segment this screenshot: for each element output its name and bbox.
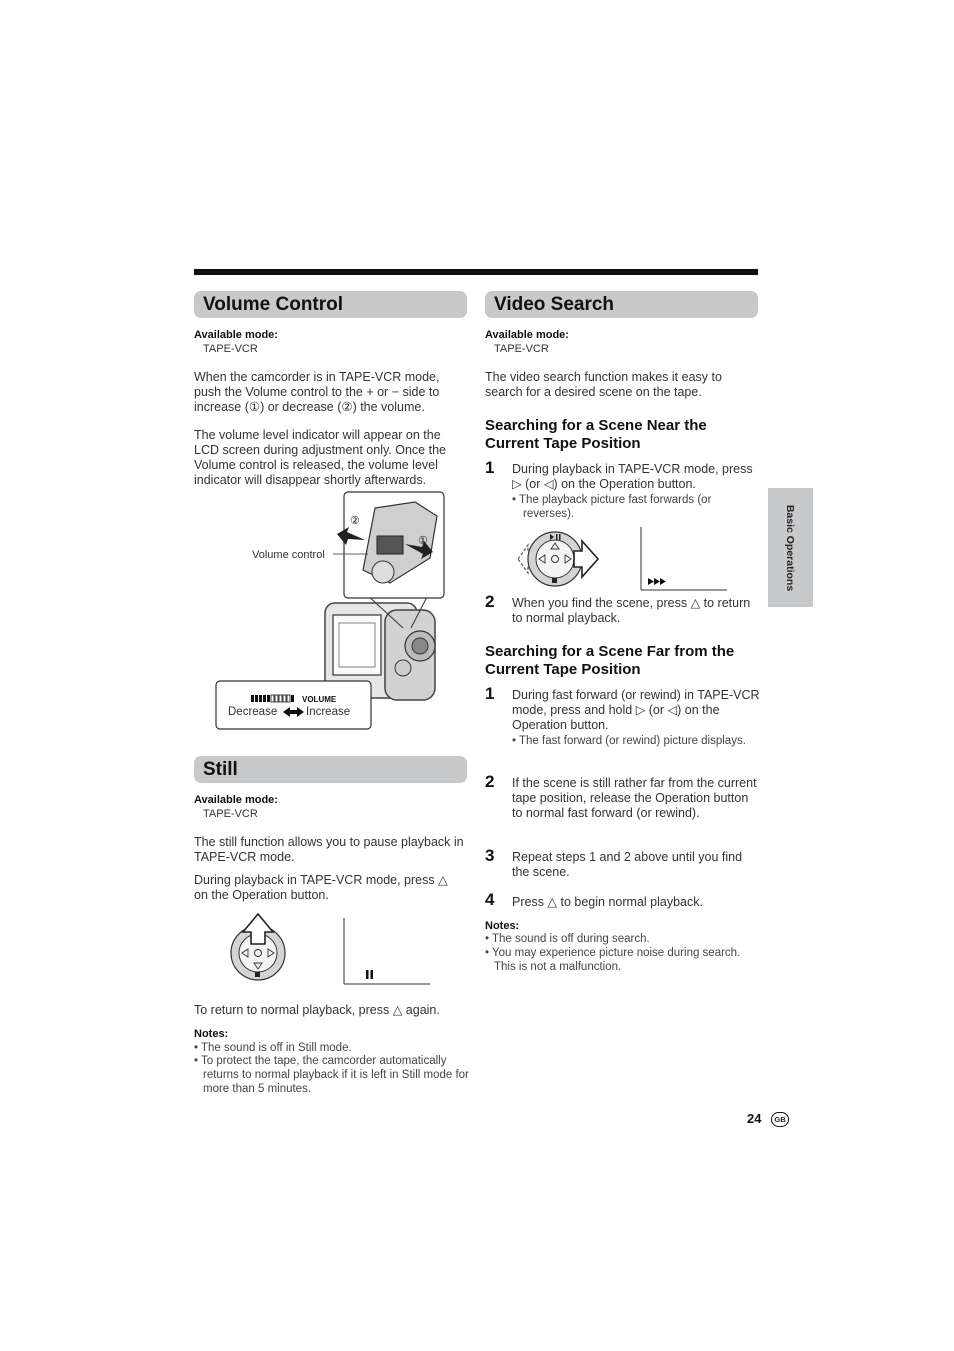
fast-forward-icon: [648, 578, 654, 585]
still-heading: Still: [194, 756, 467, 783]
volume-increase-mark: ①: [418, 535, 428, 547]
still-mode-value: TAPE-VCR: [203, 808, 258, 820]
volume-control-figure: [215, 488, 465, 733]
volume-mode-value: TAPE-VCR: [203, 343, 258, 355]
region-badge: GB: [771, 1112, 789, 1127]
volume-paragraph-1: When the camcorder is in TAPE-VCR mode, push the Volume control to the + or − side to increase (①) or decrease (②) the volume.: [194, 370, 440, 414]
far-step-1-text: During fast forward (or rewind) in TAPE-VCR mode, press and hold ▷ (or ◁) on the Operation button.: [512, 688, 760, 732]
volume-control-heading: Volume Control: [194, 291, 467, 318]
page-number: 24: [747, 1111, 762, 1126]
fast-forward-screen-indicator: [641, 527, 727, 590]
video-intro: The video search function makes it easy to search for a desired scene on the tape.: [485, 370, 722, 399]
near-step-2-text: When you find the scene, press △ to return to normal playback.: [512, 596, 751, 625]
near-heading: Searching for a Scene Near the Current Tape Position: [485, 417, 707, 452]
still-note-1: • The sound is off in Still mode.: [194, 1042, 352, 1054]
volume-control-callout: Volume control: [252, 549, 325, 561]
still-note-2: • To protect the tape, the camcorder automatically returns to normal playback if it is left in Still mode for more than 5 minutes.: [194, 1055, 469, 1095]
volume-mode-label: Available mode:: [194, 329, 278, 341]
still-screen-indicator: [344, 918, 430, 984]
top-rule: [194, 269, 758, 275]
side-tab: [768, 488, 813, 607]
volume-decrease-label: Decrease: [228, 706, 278, 718]
still-paragraph-2: During playback in TAPE-VCR mode, press △ on the Operation button.: [194, 873, 448, 902]
video-note-1: • The sound is off during search.: [485, 933, 650, 945]
far-step-1-number: 1: [485, 684, 495, 703]
volume-decrease-mark: ②: [350, 515, 360, 527]
video-search-figure: [508, 523, 733, 595]
far-step-2-number: 2: [485, 772, 495, 791]
volume-increase-label: Increase: [306, 706, 351, 718]
pause-icon: [366, 970, 369, 979]
video-search-heading: Video Search: [485, 291, 758, 318]
video-note-2: • You may experience picture noise during search. This is not a malfunction.: [485, 947, 741, 973]
near-step-1-bullet: • The playback picture fast forwards (or reverses).: [512, 494, 712, 520]
video-mode-value: TAPE-VCR: [494, 343, 549, 355]
still-mode-label: Available mode:: [194, 794, 278, 806]
volume-paragraph-2: The volume level indicator will appear on the LCD screen during adjustment only. Once the Volume control is released, the volume level indicator will disappear shortly afterwards.: [194, 428, 446, 487]
far-step-2-text: If the scene is still rather far from the current tape position, release the Operation button to normal fast forward (or rewind).: [512, 776, 757, 820]
far-heading: Searching for a Scene Far from the Current Tape Position: [485, 643, 735, 678]
still-paragraph-1: The still function allows you to pause playback in TAPE-VCR mode.: [194, 835, 464, 864]
near-step-1-number: 1: [485, 458, 495, 477]
far-step-1-bullet: • The fast forward (or rewind) picture displays.: [512, 735, 746, 747]
far-step-4-text: Press △ to begin normal playback.: [512, 895, 703, 909]
video-mode-label: Available mode:: [485, 329, 569, 341]
near-step-2-number: 2: [485, 592, 495, 611]
video-notes-label: Notes:: [485, 920, 520, 932]
still-paragraph-3: To return to normal playback, press △ again.: [194, 1003, 440, 1017]
far-step-3-number: 3: [485, 846, 495, 865]
near-step-1-text: During playback in TAPE-VCR mode, press ▷ (or ◁) on the Operation button.: [512, 462, 753, 491]
far-step-3-text: Repeat steps 1 and 2 above until you find the scene.: [512, 850, 743, 879]
volume-indicator-label: VOLUME: [302, 695, 337, 704]
still-figure: [225, 910, 445, 988]
side-tab-label: Basic Operations: [784, 504, 796, 592]
far-step-4-number: 4: [485, 890, 495, 909]
still-notes-label: Notes:: [194, 1028, 229, 1040]
